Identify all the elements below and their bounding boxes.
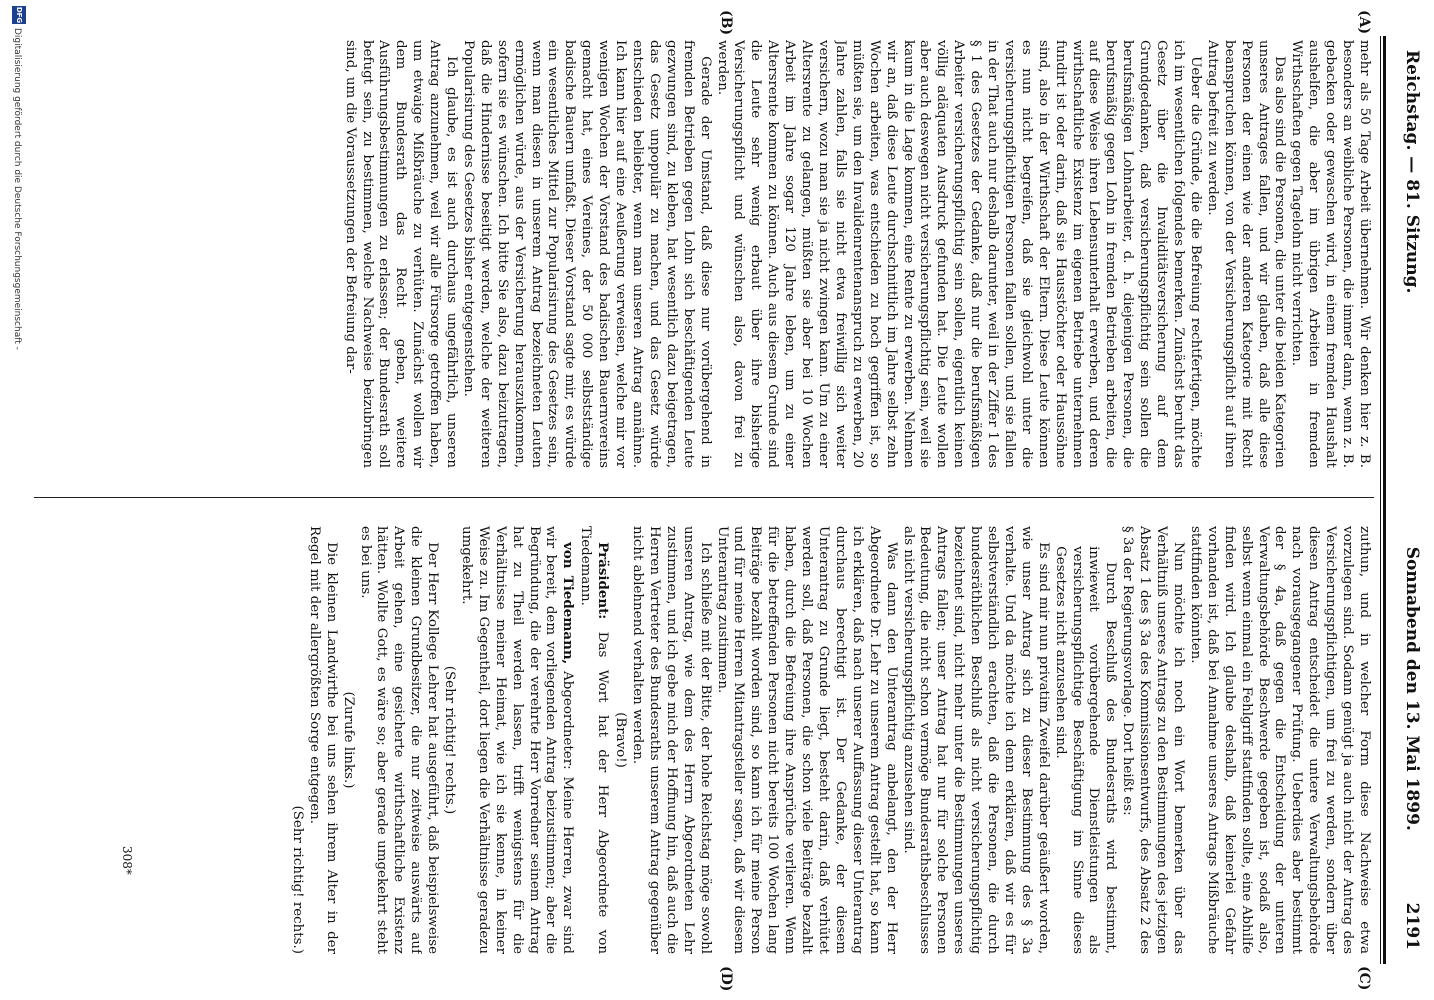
paragraph: Der Herr Kollege Lehrer hat ausgeführt, daß beispielsweise die kleinen Grundbesitzer, die nur zeitweise auswärts auf Arbeit gehen, eine gesicherte wirthschaftliche Existenz hätten. Wollte Gott, es wäre so; aber gerade umgekehrt steht es bei uns. bbox=[357, 526, 441, 954]
speaker-paragraph bbox=[457, 526, 576, 954]
page-number: 2191 bbox=[1402, 902, 1422, 950]
column-divider bbox=[34, 497, 1374, 498]
header-rule bbox=[1383, 36, 1386, 964]
paragraph: Es sind mir nun privatim Zweifel darüber geäußert worden, wie unser Antrag sich zu dieser Bestimmung des § 3a verhalte. Und da möchte ich denn erklären, daß wir es für selbstverständlich erachten, daß die Personen, die durch bundesräthlichen Beschluß als nicht versicherungspflichtig bezeichnet sind, nicht mehr unter die Bestimmungen unseres Antrags fallen; unser Antrag hat nur für solche Personen Bedeutung, die nicht schon vermöge Bundesrathsbeschlusses als nicht versicherungspflichtig anzusehen sind. bbox=[900, 526, 1051, 954]
paragraph: mehr als 50 Tage Arbeit übernehmen. Wir denken hier z. B. besonders an weibliche Personen, die immer dann, wenn z. B. gebacken oder gewaschen wird, in einem fremden Haushalt aushelfen, die aber im übrigen Arbeiten in fremden Wirthschaften gegen Tagelohn nicht verrichten. bbox=[1289, 40, 1372, 468]
digitization-note: Digitalisierung gefördert durch die Deutsche Forschungsgemeinschaft - bbox=[12, 28, 22, 350]
margin-marker-b: (B) bbox=[718, 10, 734, 36]
paragraph: Nun möchte ich noch ein Wort bemerken über das Verhältniß unseres Antrags zu den Bestimmungen des jetzigen Absatz 1 des § 3a des Kommissionsentwurfs, des Absatz 2 des § 3a der Regierungsvorlage. Dort heißt es: bbox=[1120, 526, 1187, 954]
paragraph: Was dann den Unterantrag anbelangt, den der Herr Abgeordnete Dr. Lehr zu unserem Antrag gestellt hat, so kann ich erklären, daß nach unserer Auffassung dieser Unterantrag durchaus berechtigt ist. Der Gedanke, der diesem Unterantrag zu Grunde liegt, besteht darin, daß verhütet werden soll, daß Personen, die schon viele Beiträge bezahlt haben, durch die Befreiung ihre Ansprüche verlieren. Wenn für die betreffenden Personen nicht bereits 100 Wochen lang Beiträge bezahlt worden sind, so kann ich für meine Person und für meine Herren Mitantragsteller sagen, daß wir diesem Unterantrag zustimmen. bbox=[714, 526, 899, 954]
president-text: Das Wort hat der Herr Abgeordnete von Tiedemann. bbox=[578, 526, 611, 954]
sheet-number: 308* bbox=[120, 846, 134, 875]
paragraph: Ich glaube, es ist auch durchaus ungefährlich, unseren Antrag anzunehmen, weil wir alle Fürsorge getroffen haben, um etwaige Mißbräuche zu verhüten. Zunächst wollen wir dem Bundesrath das Recht geben, weitere Ausführungsbestimmungen zu erlassen; der Bundesrath soll befugt sein, zu bestimmen, welche Nachweise beizubringen sind, um die Voraussetzungen der Befreiung dar- bbox=[342, 40, 460, 468]
paragraph: Ich schließe mit der Bitte, der hohe Reichstag möge sowohl unseren Antrag, wie dem des Herrn Abgeordneten Lehr zustimmen, und ich gebe mich der Hoffnung hin, daß auch die Herren Vertreter des Bundesraths unserem Antrag gegenüber nicht ablehnend verhalten werden. bbox=[630, 526, 713, 954]
interjection: (Zurufe links.) bbox=[340, 691, 356, 789]
interjection: (Bravo!) bbox=[613, 712, 629, 768]
header-date: Sonnabend den 13. Mai 1899. bbox=[1402, 546, 1422, 831]
margin-marker-c: (C) bbox=[1356, 966, 1372, 991]
paragraph: zuthun, und in welcher Form diese Nachweise etwa vorzulegen sind. Sodann genügt ja auch nicht der Antrag des Versicherungspflichtigen, um frei zu werden, sondern über diesen Antrag entscheidet die untere Verwaltungsbehörde nach vorausgegangener Prüfung. Ueberdies aber bestimmt der § 4a, daß gegen die Entscheidung der unteren Verwaltungsbehörde Beschwerde gegeben ist, sodaß also, selbst wenn einmal ein Fehlgriff stattfinden sollte, eine Abhilfe finden wird. Ich glaube deshalb, daß keinerlei Gefahr vorhanden ist, daß bei Annahme unseres Antrags Mißbräuche stattfinden könnten. bbox=[1187, 526, 1372, 954]
margin-marker-d: (D) bbox=[718, 966, 734, 992]
paragraph: Gerade der Umstand, daß diese nur vorübergehend in fremden Betrieben gegen Lohn sich beschäftigenden Leute gezwungen sind, zu kleben, hat wesentlich dazu beigetragen, das Gesetz unpopulär zu machen, und das Gesetz würde entschieden beliebter, wenn man unseren Antrag annähme. Ich kann hier auf eine Aeußerung verweisen, welche mir vor wenigen Wochen der Vorstand des badischen Bauernvereins gemacht hat, eines Vereines, der 50 000 selbstständige badische Bauern umfaßt. Dieser Vorstand sagte mir, es würde ein wesentliches Mittel zur Popularisirung des Gesetzes sein, wenn man diesen in unserem Antrag bezeichneten Leuten ermöglichen würde, aus der Versicherung herauszukommen, sofern sie es wünschen. Ich bitte Sie also, dazu beizutragen, daß die Hindernisse beseitigt werden, welche der weiteren Popularisirung des Gesetzes bisher entgegenstehen. bbox=[460, 40, 713, 468]
president-label: Präsident: bbox=[595, 542, 612, 620]
paragraph: Das also sind die Personen, die unter die beiden Kategorien unseres Antrages fallen, und wir glauben, daß alle diese Personen der einen wie der anderen Kategorie mit Recht beanspruchen können, von der Versicherungspflicht auf ihren Antrag befreit zu werden. bbox=[1204, 40, 1288, 468]
header-rule-thin bbox=[1380, 36, 1381, 964]
margin-marker-a: (A) bbox=[1356, 10, 1372, 35]
interjection: (Sehr richtig! rechts.) bbox=[442, 665, 458, 815]
paragraph: Ueber die Gründe, die die Befreiung rechtfertigen, möchte ich im wesentlichen folgendes bemerken. Zunächst beruht das Gesetz über die Invaliditätsversicherung auf dem Grundgedanken, daß versicherungspflichtig sein sollen die berufsmäßigen Lohnarbeiter, d. h. diejenigen Personen, die berufsmäßig gegen Lohn in fremden Betrieben arbeiten, die auf diese Weise ihren Lebensunterhalt erwerben, und deren wirthschaftliche Existenz im eigenen Betriebe unternehmen fundirt ist oder darin, daß sie Hausstöchter oder Haussöhne sind, also in der Wirthschaft der Eltern. Diese Leute können es nun nicht begreifen, daß sie gleichwohl unter die versicherungspflichtigen Personen fallen sollen, und sie fallen in der That auch nur deshalb darunter, weil in der Ziffer 1 des § 1 des Gesetzes der Gedanke, daß nur die berufsmäßigen Arbeiter versicherungspflichtig sein sollen, eigentlich keinen völlig adäquaten Ausdruck gefunden hat. Die Leute wollen aber auch deswegen nicht versicherungspflichtig sein, weil sie kaum in die Lage kommen, eine Rente zu erwerben. Nehmen wir an, daß diese Leute durchschnittlich im Jahre selbst zehn Wochen arbeiten, was entschieden zu hoch gegriffen ist, so müßten sie, um den Invalidenrentenanspruch zu erwerben, 20 Jahre zahlen, falls sie nicht etwa freiwillig sich weiter versichern, wozu man sie ja nicht zwingen kann. Um zu einer Altersrente zu gelangen, müßten sie aber bei 10 Wochen Arbeit im Jahre sogar 120 Jahre leben, um zu einer Altersrente kommen zu können. Auch aus diesem Grunde sind die Leute sehr wenig erbaut über ihre bisherige Versicherungspflicht und wünschen also, davon frei zu werden. bbox=[714, 40, 1203, 468]
quotation: Durch Beschluß des Bundesraths wird bestimmt, inwieweit vorübergehende Dienstleistungen als versicherungspflichtige Beschäftigung im Sinne dieses Gesetzes nicht anzusehen sind. bbox=[1052, 546, 1119, 954]
president-paragraph bbox=[576, 526, 611, 954]
running-header-right bbox=[1392, 547, 1422, 950]
paragraph: Die kleinen Landwirthe bei uns sehen ihrem Alter in der Regel mit der allergrößten Sorge entgegen. bbox=[306, 526, 339, 954]
dfg-logo: DFG bbox=[12, 6, 26, 24]
speaker-text: Abgeordneter: Meine Herren, zwar sind wir bereit, dem vorliegenden Antrag beizustimmen; aber die Begründung, die der verehrte Herr Vorredner seinem Antrag hat zu Theil werden lassen, trifft wenigstens für die Verhältnisse meiner Heimat, wie ich sie kenne, in keiner Weise zu. Im Gegentheil, dort liegen die Verhältnisse geradezu umgekehrt. bbox=[458, 526, 576, 954]
right-column bbox=[222, 526, 1372, 954]
running-header-left: Reichstag. — 81. Sitzung. bbox=[1402, 50, 1422, 294]
left-column bbox=[0, 40, 1372, 468]
speaker-label: von Tiedemann, bbox=[560, 542, 577, 665]
interjection: (Sehr richtig! rechts.) bbox=[289, 805, 305, 954]
